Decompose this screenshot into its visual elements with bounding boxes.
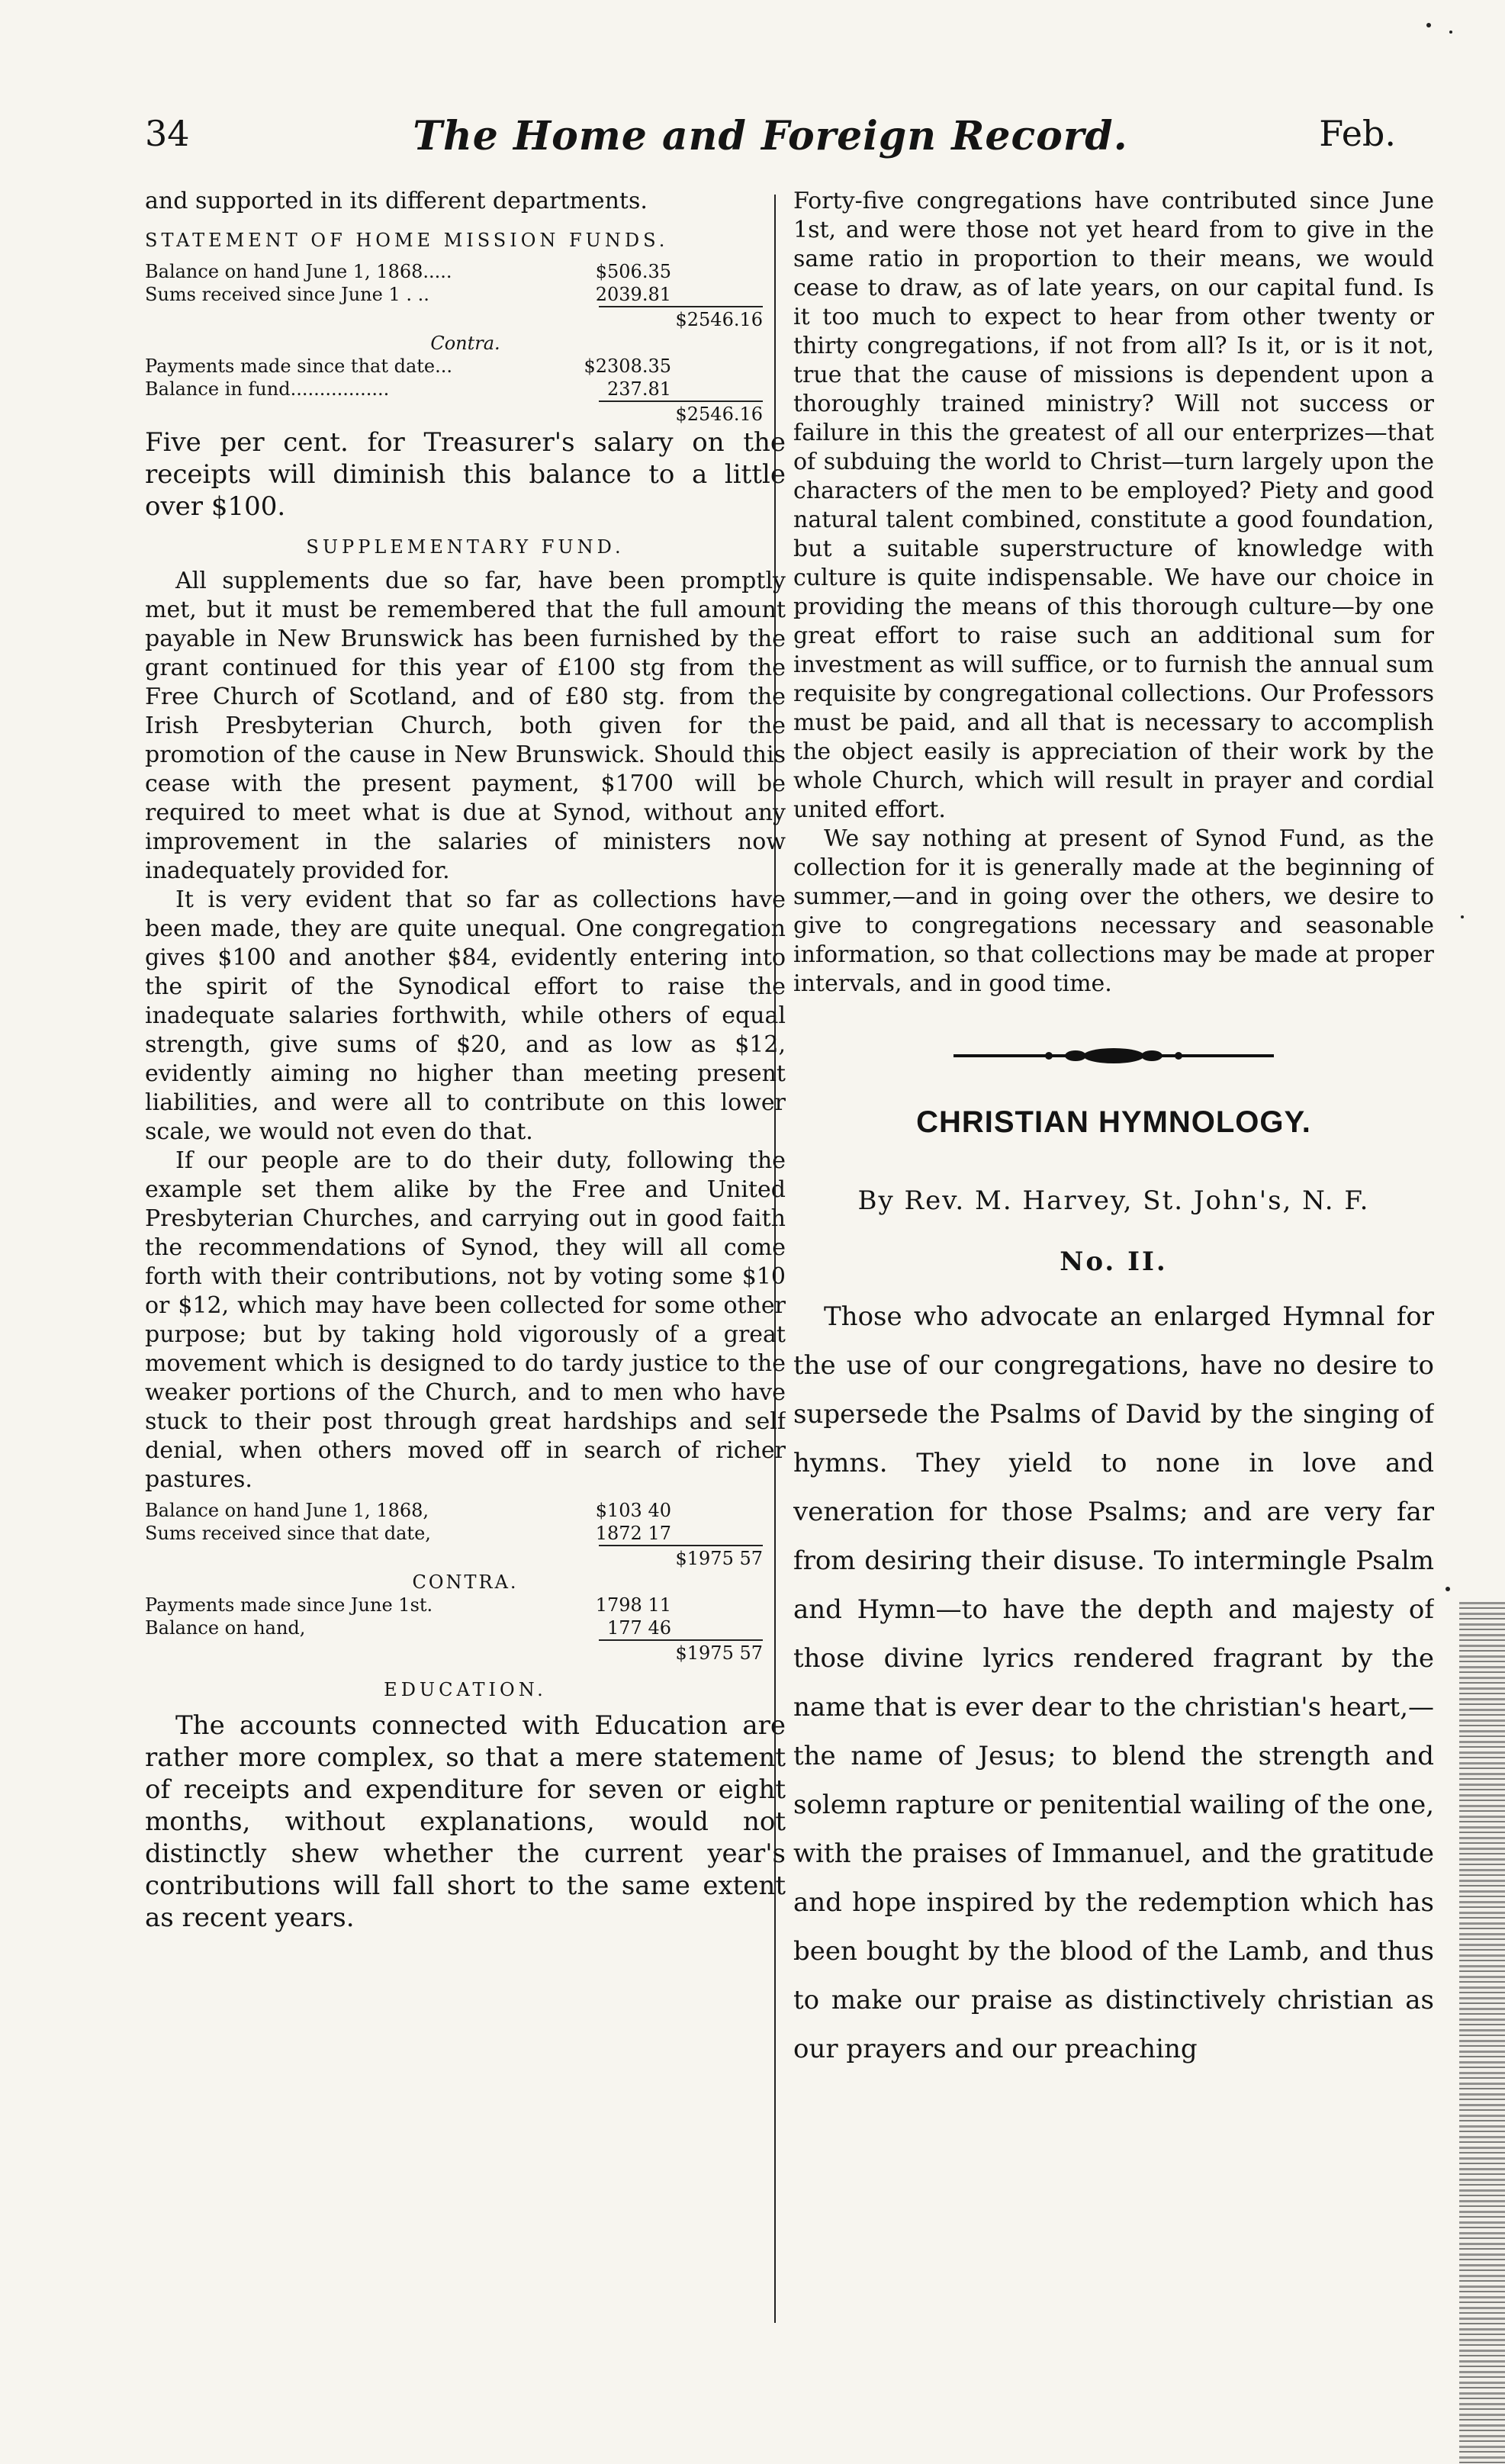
paragraph: All supplements due so far, have been promptly met, but it must be remembered that the full amount payable in New Brunswick has been furnished by the grant continued for this year of £100 stg from the Free Church of Scotland, and of £80 stg. from the Irish Presbyterian Church, both given for the promotion of the cause in New Brunswick. Should this cease with the present payment, $1700 will be required to meet what is due at Synod, without any improvement in the salaries of ministers now inadequately provided for. xyxy=(145,568,786,884)
account-total: $1975 57 xyxy=(145,1639,786,1665)
article-byline: By Rev. M. Harvey, St. John's, N. F. xyxy=(857,1185,1370,1216)
supplementary-account xyxy=(145,1499,786,1665)
article-paragraph: Those who advocate an enlarged Hymnal for the use of our congregations, have no desire to supersede the Psalms of David by the singing of hymns. They yield to none in love and veneration for those Psalms; and are very far from desiring their disuse. To intermingle Psalm and Hymn—to have the depth and majesty of those divine lyrics rendered fragrant by the name that is ever dear to the christian's heart,—the name of Jesus; to blend the strength and solemn rapture or penitential wailing of the one, with the praises of Immanuel, and the gratitude and hope inspired by the redemption which has been bought by the blood of the Lamb, and thus to make our praise as distinctively christian as our prayers and our preaching xyxy=(793,1301,1434,2064)
account-amount: $506.35 xyxy=(595,261,671,282)
account-amount: 1798 11 xyxy=(595,1594,671,1616)
scan-speck xyxy=(1446,1587,1450,1591)
account-label: Sums received since June 1 . .. xyxy=(145,284,429,305)
page-header xyxy=(145,113,1396,166)
account-total: $2546.16 xyxy=(145,306,786,332)
education-heading: EDUCATION. xyxy=(384,1679,547,1700)
account-label: Payments made since June 1st. xyxy=(145,1594,433,1616)
account-label: Balance on hand June 1, 1868, xyxy=(145,1500,429,1521)
home-mission-heading: STATEMENT OF HOME MISSION FUNDS. xyxy=(145,230,669,251)
paragraph: If our people are to do their duty, following the example set them alike by the Free and United Presbyterian Churches, and carrying out in good faith the recommendations of Synod, they will all come forth with their contributions, not by voting some $10 or $12, which may have been collected for some other purpose; but by taking hold vigorously of a great movement which is designed to do tardy justice to the weaker portions of the Church, and to men who have stuck to their post through great hardships and self denial, when others moved off in search of richer pastures. xyxy=(145,1147,786,1493)
account-total: $1975 57 xyxy=(145,1545,786,1571)
right-column xyxy=(793,187,1434,2323)
running-title: The Home and Foreign Record. xyxy=(413,113,1128,159)
account-amount: 2039.81 xyxy=(595,284,671,305)
account-amount: 1872 17 xyxy=(595,1523,671,1544)
home-mission-note: Five per cent. for Treasurer's salary on the receipts will diminish this balance to a little over $100. xyxy=(145,427,786,522)
account-label: Balance on hand June 1, 1868..... xyxy=(145,261,452,282)
account-row xyxy=(145,1594,786,1616)
account-total: $2546.16 xyxy=(145,400,786,426)
account-label: Balance on hand, xyxy=(145,1617,306,1639)
account-label: Sums received since that date, xyxy=(145,1523,431,1544)
contra-label: Contra. xyxy=(430,333,500,354)
account-row xyxy=(145,1616,786,1639)
scan-speck xyxy=(1461,915,1464,918)
edge-scan-artifact xyxy=(1459,1602,1505,2464)
account-label: Payments made since that date... xyxy=(145,355,453,377)
account-row xyxy=(145,1499,786,1522)
supplementary-heading: SUPPLEMENTARY FUND. xyxy=(306,536,625,558)
account-label: Balance in fund................. xyxy=(145,378,390,400)
page-month: Feb. xyxy=(1319,113,1396,154)
paragraph: We say nothing at present of Synod Fund, as the collection for it is generally made at the beginning of summer,—and in going over the others, we desire to give to congregations necessary and seasonable information, so that collections may be made at proper intervals, and in good time. xyxy=(793,825,1434,997)
opening-line: and supported in its different departments. xyxy=(145,188,648,214)
paragraph: The accounts connected with Education are rather more complex, so that a mere statement of receipts and expenditure for seven or eight months, without explanations, would not distinctly shew whether the current year's contributions will fall short to the same extent as recent years. xyxy=(145,1710,786,1933)
account-row xyxy=(145,283,786,306)
paragraph: Forty-five congregations have contributed since June 1st, and were those not yet heard from to give in the same ratio in proportion to their means, we would cease to draw, as of late years, on our capital fund. Is it too much to expect to hear from other twenty or thirty congregations, if not from all? Is it, or is it not, true that the cause of missions is dependent upon a thoroughly trained ministry? Will not success or failure in this the greatest of all our enterprizes—that of subduing the world to Christ—turn largely upon the characters of the men to be employed? Piety and good natural talent combined, constitute a good foundation, but a suitable superstructure of knowledge with culture is quite indispensable. We have our choice in providing the means of this thorough culture—by one great effort to raise such an additional sum for investment as will suffice, or to furnish the annual sum requisite by congregational collections. Our Professors must be paid, and all that is necessary to accomplish the object easily is appreciation of their work by the whole Church, which will result in prayer and cordial united effort. xyxy=(793,188,1434,823)
page-number: 34 xyxy=(145,113,190,154)
ornament-divider xyxy=(953,1044,1274,1067)
account-amount: $103 40 xyxy=(595,1500,671,1521)
scan-speck xyxy=(1449,31,1452,34)
account-amount: $2308.35 xyxy=(584,355,671,377)
account-row xyxy=(145,355,786,378)
article-title: CHRISTIAN HYMNOLOGY. xyxy=(916,1105,1311,1139)
account-row xyxy=(145,1522,786,1545)
scan-speck xyxy=(1426,23,1431,27)
left-column xyxy=(145,187,786,2323)
account-row xyxy=(145,378,786,400)
account-amount: 237.81 xyxy=(607,378,671,400)
account-amount: 177 46 xyxy=(607,1617,671,1639)
contra-label: CONTRA. xyxy=(412,1571,519,1593)
home-mission-account xyxy=(145,260,786,426)
paragraph: It is very evident that so far as collections have been made, they are quite unequal. One congregation gives $100 and another $84, evidently entering into the spirit of the Synodical effort to raise the inadequate salaries forthwith, while others of equal strength, give sums of $20, and as low as $12, evidently aiming no higher than meeting present liabilities, and were all to contribute on this lower scale, we would not even do that. xyxy=(145,886,786,1145)
article-number: No. II. xyxy=(1060,1246,1168,1277)
account-row xyxy=(145,260,786,283)
